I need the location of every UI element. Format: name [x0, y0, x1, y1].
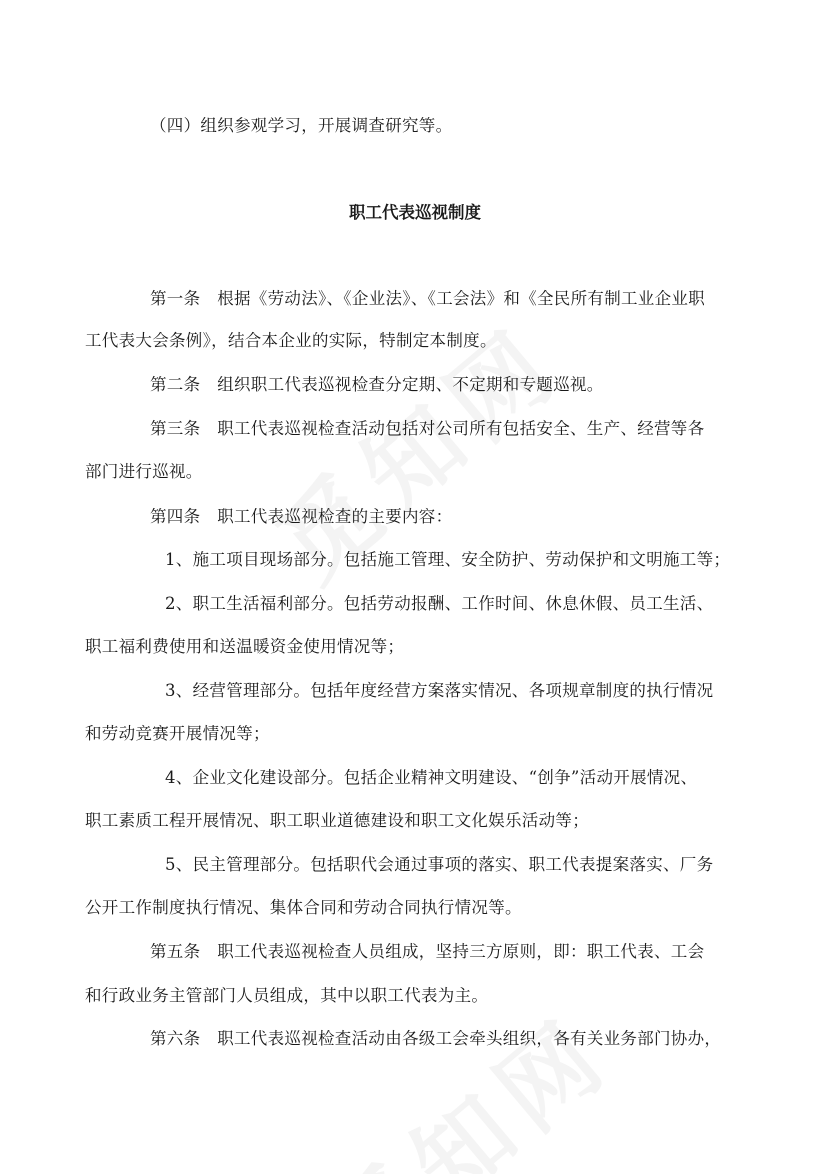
- intro-item-four: （四）组织参观学习，开展调查研究等。: [150, 116, 453, 135]
- article-3-line-2: 部门进行巡视。: [85, 462, 203, 481]
- item-1: 1、施工项目现场部分。包括施工管理、安全防护、劳动保护和文明施工等；: [165, 550, 731, 569]
- article-1-line-1: 第一条 根据《劳动法》、《企业法》、《工会法》和《全民所有制工业企业职: [150, 289, 705, 308]
- item-5-line-2: 公开工作制度执行情况、集体合同和劳动合同执行情况等。: [85, 898, 522, 917]
- article-1-line-2: 工代表大会条例》，结合本企业的实际，特制定本制度。: [85, 331, 497, 350]
- article-4: 第四条 职工代表巡视检查的主要内容：: [150, 507, 453, 526]
- article-6-line-1: 第六条 职工代表巡视检查活动由各级工会牵头组织，各有关业务部门协办，: [150, 1029, 722, 1048]
- article-2: 第二条 组织职工代表巡视检查分定期、不定期和专题巡视。: [150, 375, 604, 394]
- article-3-line-1: 第三条 职工代表巡视检查活动包括对公司所有包括安全、生产、经营等各: [150, 419, 705, 438]
- article-5-line-2: 和行政业务主管部门人员组成，其中以职工代表为主。: [85, 986, 489, 1005]
- item-4-line-1: 4、企业文化建设部分。包括企业精神文明建设、“创争”活动开展情况、: [165, 768, 698, 787]
- item-4-line-2: 职工素质工程开展情况、职工职业道德建设和职工文化娱乐活动等；: [85, 811, 589, 830]
- document-title: 职工代表巡视制度: [349, 203, 481, 222]
- article-5-line-1: 第五条 职工代表巡视检查人员组成，坚持三方原则，即：职工代表、工会: [150, 942, 705, 961]
- watermark: [295, 980, 636, 1174]
- item-2-line-2: 职工福利费使用和送温暖资金使用情况等；: [85, 637, 405, 656]
- item-3-line-1: 3、经营管理部分。包括年度经营方案落实情况、各项规章制度的执行情况: [165, 681, 714, 700]
- item-2-line-1: 2、职工生活福利部分。包括劳动报酬、工作时间、休息休假、员工生活、: [165, 594, 714, 613]
- item-3-line-2: 和劳动竞赛开展情况等；: [85, 724, 270, 743]
- item-5-line-1: 5、民主管理部分。包括职代会通过事项的落实、职工代表提案落实、厂务: [165, 855, 714, 874]
